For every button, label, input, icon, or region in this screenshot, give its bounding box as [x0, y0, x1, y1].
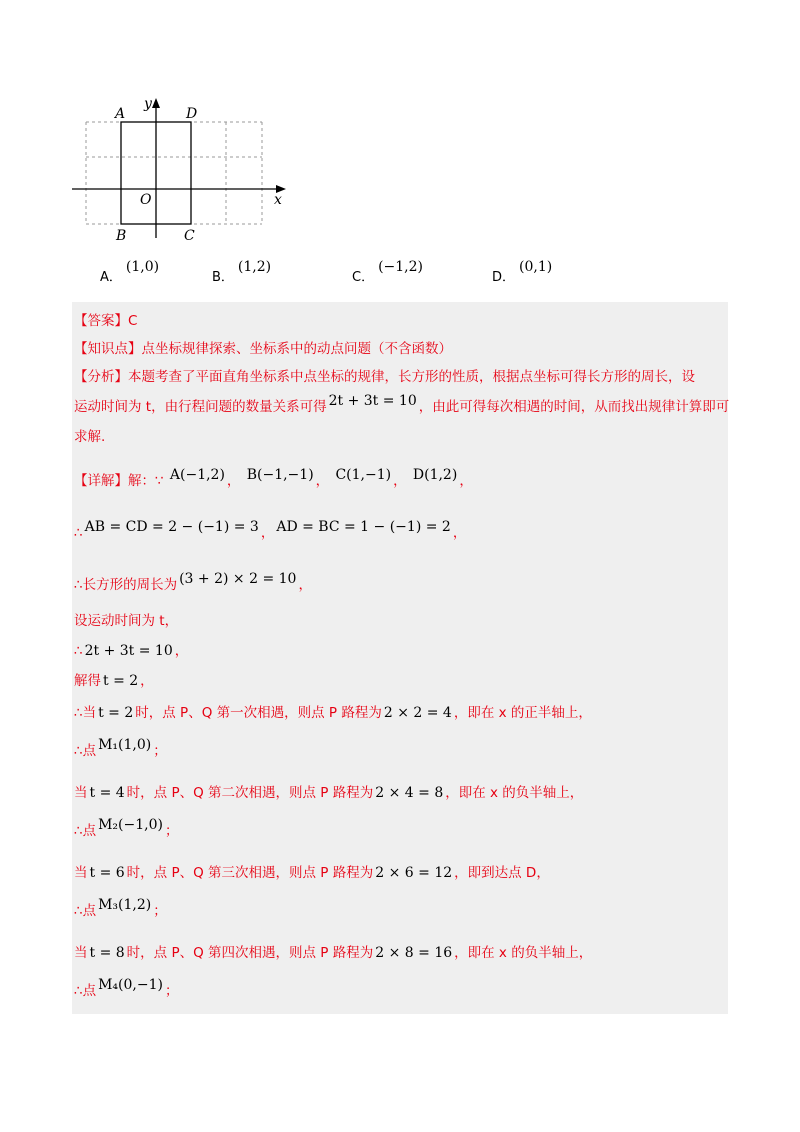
ab-equation: AB = CD = 2 − (−1) = 3: [84, 519, 259, 535]
solution-panel: [72, 302, 728, 1014]
label-d: D: [186, 106, 198, 122]
analysis-text-3: 求解.: [74, 429, 106, 445]
t-equation: 2t + 3t = 10: [84, 643, 173, 659]
label-b: B: [116, 228, 127, 244]
point-b: B(−1,−1): [246, 467, 314, 483]
comma: ，: [298, 577, 312, 593]
option-d: [492, 256, 553, 285]
separator: ，: [459, 473, 473, 489]
solve-line: [74, 672, 154, 690]
meet-2-line: [74, 784, 583, 802]
detail-intro: 解：∵: [128, 473, 164, 489]
option-b: [212, 256, 272, 285]
answer-line: [74, 312, 137, 330]
semicolon: ；: [153, 743, 167, 759]
semicolon: ；: [164, 823, 179, 839]
label-a: A: [115, 106, 126, 122]
m3-point: M₃(1,2): [98, 897, 152, 913]
semicolon: ；: [153, 903, 167, 919]
m2-point: M₂(−1,0): [98, 817, 163, 833]
y-axis-arrow: [152, 98, 160, 108]
meet-3-text-b: 时，点 P、Q 第三次相遇，则点 P 路程为: [126, 865, 374, 881]
knowledge-value: 点坐标规律探索、坐标系中的动点问题（不含函数）: [141, 341, 452, 357]
meet-3-text-a: 当: [74, 865, 88, 881]
detail-tag: 【详解】: [74, 473, 128, 489]
m2-prefix: ∴点: [74, 823, 97, 839]
separator: ，: [315, 473, 330, 489]
separator: ，: [393, 473, 407, 489]
meet-3-path: 2 × 6 = 12: [375, 865, 453, 881]
meet-4-path: 2 × 8 = 16: [375, 945, 453, 961]
point-d: D(1,2): [412, 467, 458, 483]
analysis-equation: 2t + 3t = 10: [328, 393, 417, 409]
therefore-symbol: ∴: [74, 525, 83, 541]
analysis-tag: 【分析】: [74, 369, 128, 385]
m4-point: M₄(0,−1): [98, 977, 163, 993]
option-c-letter: C．: [352, 270, 375, 285]
comma: ，: [174, 643, 189, 659]
analysis-line-2: [74, 393, 730, 416]
meet-1-line: [74, 704, 592, 722]
label-y: y: [144, 96, 152, 112]
meet-1-t: t = 2: [98, 705, 134, 721]
analysis-text-1: 本题考查了平面直角坐标系中点坐标的规律，长方形的性质，根据点坐标可得长方形的周长，设: [128, 369, 695, 385]
meet-2-t: t = 4: [89, 785, 125, 801]
meet-3-t: t = 6: [89, 865, 125, 881]
option-a-letter: A．: [100, 270, 122, 285]
answer-tag: 【答案】: [74, 313, 128, 329]
meet-4-t: t = 8: [89, 945, 125, 961]
perimeter-line: [74, 571, 312, 594]
option-a: [100, 256, 160, 285]
perimeter-equation: (3 + 2) × 2 = 10: [179, 571, 297, 587]
ad-equation: AD = BC = 1 − (−1) = 2: [276, 519, 451, 535]
detail-line-1: [74, 467, 473, 490]
semicolon: ；: [164, 983, 179, 999]
option-c-value: (−1,2): [378, 259, 423, 275]
meet-4-text-a: 当: [74, 945, 88, 961]
perimeter-text: ∴长方形的周长为: [74, 577, 178, 593]
meet-1-text-b: 时，点 P、Q 第一次相遇，则点 P 路程为: [135, 705, 382, 721]
label-o: O: [140, 192, 152, 208]
set-t-line: [74, 612, 178, 630]
point-a: A(−1,2): [169, 467, 225, 483]
label-c: C: [184, 228, 195, 244]
therefore-symbol: ∴: [74, 643, 83, 659]
grid-lines: [86, 122, 262, 224]
m1-line: [74, 737, 167, 760]
separator: ，: [452, 525, 467, 541]
point-c: C(1,−1): [335, 467, 392, 483]
knowledge-tag: 【知识点】: [74, 341, 142, 357]
meet-2-text-a: 当: [74, 785, 88, 801]
meet-3-text-c: ，即到达点 D，: [454, 865, 550, 881]
m2-line: [74, 817, 179, 840]
equation-t-line: [74, 642, 188, 660]
option-b-letter: B．: [212, 270, 234, 285]
m4-line: [74, 977, 179, 1000]
separator: ，: [226, 473, 241, 489]
answer-options: [0, 256, 800, 286]
t-value: t = 2: [103, 673, 139, 689]
meet-2-text-c: ，即在 x 的负半轴上，: [445, 785, 584, 801]
coordinate-figure: [68, 92, 298, 256]
option-b-value: (1,2): [237, 259, 272, 275]
meet-1-text-a: ∴当: [74, 705, 97, 721]
knowledge-line: [74, 340, 452, 358]
meet-4-line: [74, 944, 592, 962]
meet-4-text-b: 时，点 P、Q 第四次相遇，则点 P 路程为: [126, 945, 374, 961]
meet-2-path: 2 × 4 = 8: [375, 785, 444, 801]
m4-prefix: ∴点: [74, 983, 97, 999]
analysis-line-1: [74, 368, 695, 386]
analysis-text-2a: 运动时间为 t，由行程问题的数量关系可得: [74, 399, 327, 415]
meet-1-path: 2 × 2 = 4: [383, 705, 452, 721]
figure-svg: [68, 92, 298, 252]
answer-value: C: [128, 313, 138, 329]
analysis-line-3: [74, 428, 105, 446]
comma: ，: [140, 673, 154, 689]
set-t-text: 设运动时间为 t，: [74, 613, 179, 629]
meet-1-text-c: ，即在 x 的正半轴上，: [453, 705, 592, 721]
m3-line: [74, 897, 167, 920]
side-lengths-line: [74, 519, 467, 542]
solve-text: 解得: [74, 673, 101, 689]
option-d-value: (0,1): [519, 259, 553, 275]
m1-point: M₁(1,0): [98, 737, 152, 753]
m3-prefix: ∴点: [74, 903, 97, 919]
option-c: [352, 256, 423, 285]
analysis-text-2b: ，由此可得每次相遇的时间，从而找出规律计算即可: [418, 399, 730, 415]
m1-prefix: ∴点: [74, 743, 97, 759]
separator: ，: [260, 525, 275, 541]
option-d-letter: D．: [492, 270, 516, 285]
label-x: x: [274, 192, 282, 208]
meet-3-line: [74, 864, 550, 882]
meet-4-text-c: ，即在 x 的负半轴上，: [454, 945, 593, 961]
option-a-value: (1,0): [125, 259, 160, 275]
meet-2-text-b: 时，点 P、Q 第二次相遇，则点 P 路程为: [126, 785, 374, 801]
